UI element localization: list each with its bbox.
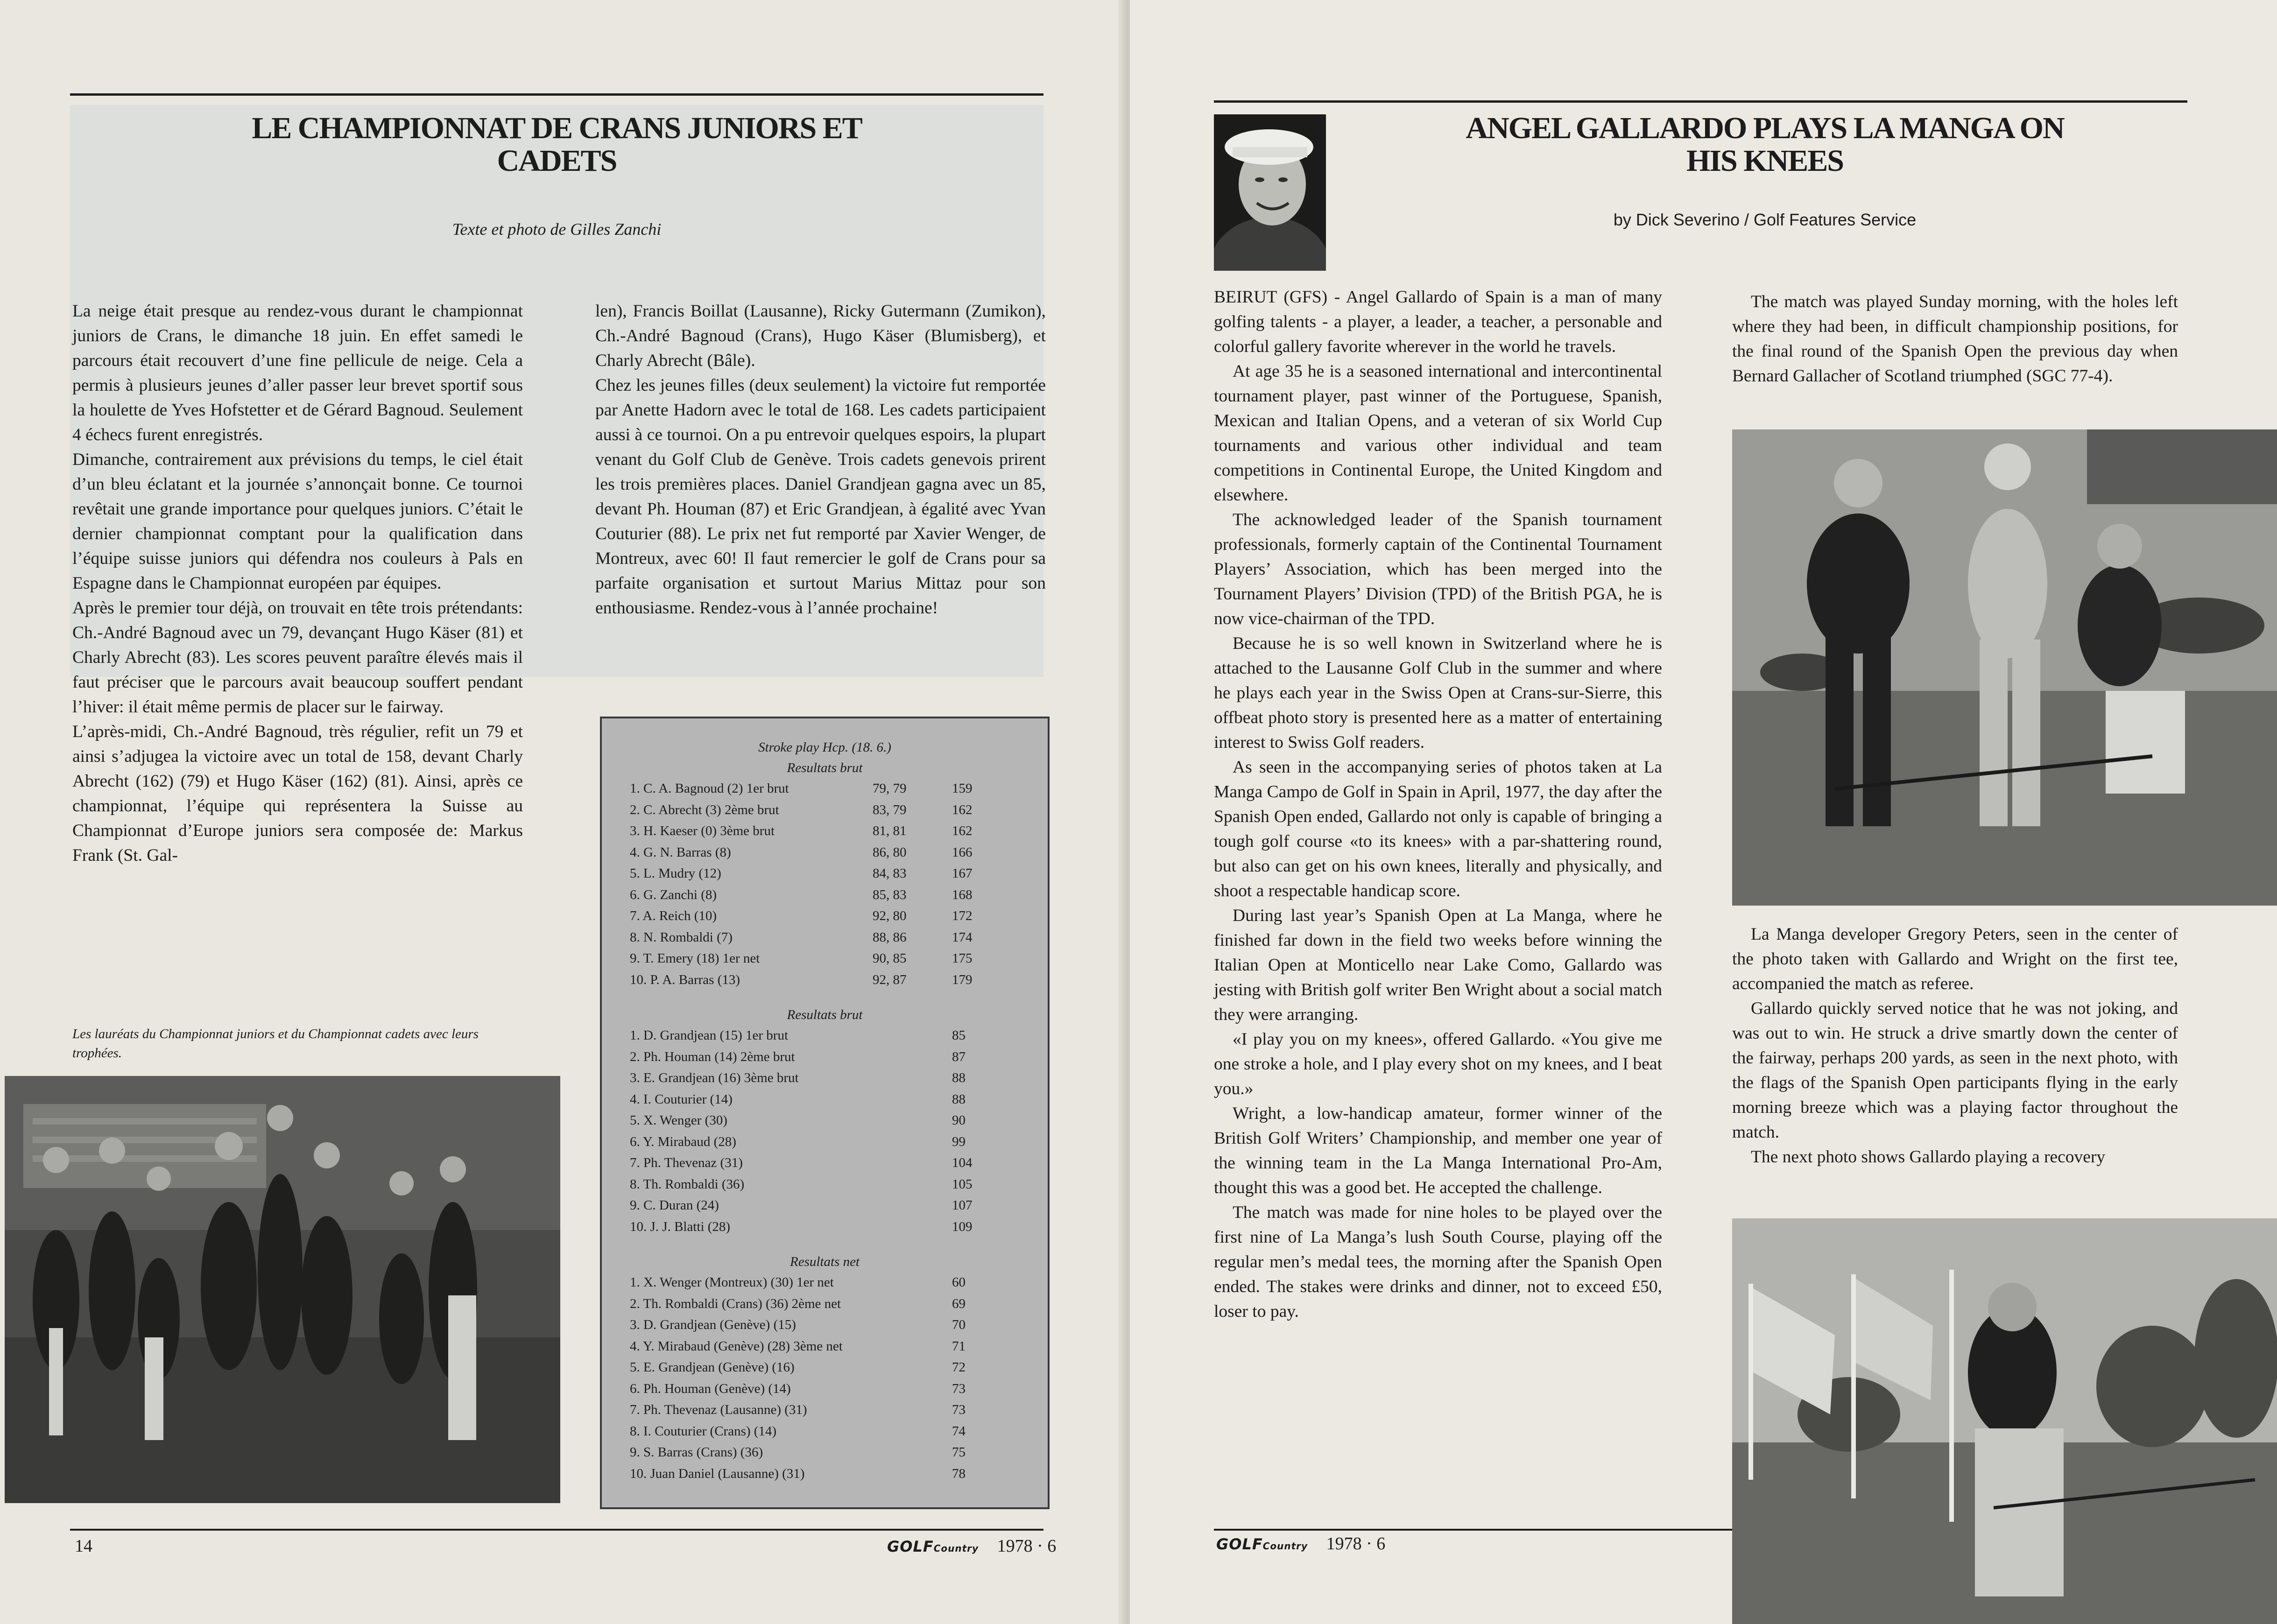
round-scores: 79, 79 (873, 781, 907, 796)
paragraph: During last year’s Spanish Open at La Manga, where he finished far down in the field two weeks before winning the Italian Open at Monticello near Lake Como, Gallardo was jesting with British golf writer Ben Wright about a social match they were arranging. (1214, 906, 1662, 1024)
paragraph: Dimanche, contrairement aux prévisions du temps, le ciel était d’un bleu éclatant et la journée s’annonçait bonne. Ce tournoi revêtait une grande importance pour quelques juniors. C’était le dernier championnat comptant pour la qualification dans l’équipe suisse juniors qui défendra nos couleurs à Pals en Espagne dans le Championnat européen par équipes. (72, 450, 523, 593)
results-row (602, 1294, 1048, 1315)
results-row (602, 1089, 1048, 1111)
text-column-2-top (1732, 289, 2178, 388)
total-score: 75 (952, 1445, 966, 1460)
results-row (602, 927, 1048, 949)
round-scores (873, 1025, 952, 1047)
total-score: 87 (952, 1049, 966, 1064)
player-name: 5. L. Mudry (12) (630, 866, 721, 881)
group-photo-illustration (5, 1076, 560, 1503)
golf-country-logo (887, 1538, 979, 1555)
round-scores (873, 1378, 952, 1400)
paragraph: Because he is so well known in Switzerland where he is attached to the Lausanne Golf Club in the summer and where he plays each year in the Swiss Open at Crans-sur-Sierre, this offbeat photo story is presented here as a matter of entertaining interest to Swiss Golf readers. (1214, 634, 1662, 752)
round-scores: 88, 86 (873, 929, 907, 945)
total-score: 74 (952, 1423, 966, 1439)
paragraph: L’après-midi, Ch.-André Bagnoud, très régulier, refit un 79 et ainsi s’adjugea la victoire avec un total de 158, devant Charly Abrecht (162) (79) et Hugo Käser (162) (81). Ainsi, après ce championnat, l’équipe qui représentera la Suisse au Championnat d’Europe juniors sera composée de: Markus Frank (St. Gal- (72, 722, 523, 865)
top-rule (1214, 100, 2187, 103)
player-name: 1. X. Wenger (Montreux) (30) 1er net (630, 1275, 834, 1290)
section-gap (602, 991, 1048, 1005)
round-scores: 86, 80 (873, 844, 907, 860)
player-name: 5. X. Wenger (30) (630, 1113, 727, 1128)
round-scores (873, 1132, 952, 1153)
player-name: 9. C. Duran (24) (630, 1198, 719, 1213)
player-name: 5. E. Grandjean (Genève) (16) (630, 1360, 795, 1375)
player-name: 10. J. J. Blatti (28) (630, 1219, 731, 1234)
results-row (602, 1272, 1048, 1294)
results-row (602, 1047, 1048, 1068)
total-score: 107 (952, 1198, 973, 1213)
player-name: 1. D. Grandjean (15) 1er brut (630, 1028, 789, 1043)
total-score: 88 (952, 1091, 966, 1107)
paragraph: Gallardo quickly served notice that he was not joking, and was out to win. He struck a drive smartly down the center of the fairway, perhaps 200 yards, as seen in the next photo, with the flags of the Spanish Open participants flying in the early morning breeze which was a playing factor throughout the match. (1732, 999, 2178, 1142)
total-score: 175 (952, 951, 973, 966)
round-scores (873, 1294, 952, 1315)
player-name: 10. P. A. Barras (13) (630, 972, 740, 987)
total-score: 172 (952, 908, 973, 923)
total-score: 70 (952, 1317, 966, 1332)
results-row (602, 1421, 1048, 1442)
total-score: 90 (952, 1113, 966, 1128)
round-scores (873, 1195, 952, 1216)
total-score: 69 (952, 1296, 966, 1311)
results-section-heading: Resultats brut (787, 1007, 863, 1022)
paragraph: The match was made for nine holes to be played over the first nine of La Manga’s lush South Course, playing off the regular men’s medal tees, the morning after the Spanish Open ended. The stakes were drinks and dinner, not to exceed £50, loser to pay. (1214, 1203, 1662, 1321)
paragraph: As seen in the accompanying series of photos taken at La Manga Campo de Golf in Spain in April, 1977, the day after the Spanish Open ended, Gallardo not only is capable of bringing a tough golf course «to its knees» with a par-shattering round, but also can get on his own knees, literally and physically, and shoot a respectable handicap score. (1214, 758, 1662, 900)
paragraph: BEIRUT (GFS) - Angel Gallardo of Spain is a man of many golfing talents - a player, a leader, a teacher, a personable and colorful gallery favorite wherever in the world he travels. (1214, 288, 1662, 356)
results-row (602, 1068, 1048, 1089)
round-scores (873, 1047, 952, 1068)
text-column-2 (595, 299, 1046, 620)
player-name: 1. C. A. Bagnoud (2) 1er brut (630, 781, 789, 796)
total-score: 166 (952, 844, 973, 860)
round-scores (873, 1174, 952, 1195)
player-name: 6. G. Zanchi (8) (630, 887, 717, 902)
round-scores: 90, 85 (873, 951, 907, 966)
round-scores: 81, 81 (873, 823, 907, 838)
portrait-illustration (1214, 114, 1326, 271)
player-name: 8. I. Couturier (Crans) (14) (630, 1423, 777, 1439)
results-row (602, 906, 1048, 927)
player-name: 9. T. Emery (18) 1er net (630, 951, 760, 966)
round-scores: 85, 83 (873, 887, 907, 902)
total-score: 162 (952, 802, 973, 817)
issue-date: 1978 · 6 (997, 1536, 1057, 1556)
logo-subtext: Country (1262, 1540, 1308, 1552)
results-table (600, 717, 1050, 1509)
paragraph: At age 35 he is a seasoned international and intercontinental tournament player, past winner of the Portuguese, Spanish, Mexican and Italian Opens, and a veteran of six World Cup tournaments and various other individual and team competitions in Continental Europe, the United Kingdom and elsewhere. (1214, 362, 1662, 505)
results-title: Stroke play Hcp. (18. 6.) (758, 740, 891, 755)
juniors-team-photo (5, 1076, 560, 1503)
round-scores: 92, 80 (873, 908, 907, 923)
first-tee-photo (1732, 429, 2277, 906)
bottom-rule (70, 1529, 1043, 1531)
article-headline: ANGEL GALLARDO PLAYS LA MANGA ON HIS KNEES (1466, 111, 2064, 178)
article-byline: Texte et photo de Gilles Zanchi (452, 220, 662, 239)
round-scores (873, 1110, 952, 1132)
player-name: 8. Th. Rombaldi (36) (630, 1176, 745, 1192)
results-row (602, 778, 1048, 800)
paragraph: «I play you on my knees», offered Gallardo. «You give me one stroke a hole, and I play every shot on my knees, and I beat you.» (1214, 1030, 1662, 1098)
results-row (602, 885, 1048, 906)
paragraph: len), Francis Boillat (Lausanne), Ricky Gutermann (Zumikon), Ch.-André Bagnoud (Crans), Hugo Käser (Blumisberg), et Charly Abrecht (Bâle). (595, 302, 1046, 370)
results-row (602, 1378, 1048, 1400)
bottom-rule (1214, 1529, 1732, 1531)
total-score: 105 (952, 1176, 973, 1192)
results-section-heading: Resultats brut (787, 760, 863, 775)
total-score: 167 (952, 866, 973, 881)
logo-text: GOLF (887, 1538, 934, 1555)
footer-masthead (1216, 1533, 1385, 1554)
results-row (602, 1442, 1048, 1463)
results-row (602, 948, 1048, 970)
article-byline: by Dick Severino / Golf Features Service (1613, 210, 1917, 229)
round-scores (873, 1315, 952, 1336)
text-column-1 (72, 299, 523, 868)
paragraph: Chez les jeunes filles (deux seulement) la victoire fut remportée par Anette Hadorn avec le total de 168. Les cadets participaient aussi à ce tournoi. On a pu entrevoir quelques espoirs, la plupart venant du Golf Club de Genève. Trois cadets genevois prirent les trois premières places. Daniel Grandjean gagna avec un 85, devant Ph. Houman (87) et Eric Grandjean, à égalité avec Yvan Couturier (88). Le prix net fut remporté par Xavier Wenger, de Montreux, avec 60! Il faut remercier le golf de Crans pour sa parfaite organisation et surtout Marius Mittaz pour son enthousiasme. Rendez-vous à l’année prochaine! (595, 376, 1046, 618)
total-score: 168 (952, 887, 973, 902)
round-scores (873, 1068, 952, 1089)
round-scores (873, 1336, 952, 1357)
page-number: 14 (75, 1536, 92, 1556)
author-portrait (1214, 114, 1326, 271)
total-score: 179 (952, 972, 973, 987)
results-row (602, 842, 1048, 864)
results-row (602, 1399, 1048, 1421)
paragraph: Wright, a low-handicap amateur, former winner of the British Golf Writers’ Championship, and member one year of the winning team in the La Manga International Pro-Am, thought this was a good bet. He accepted the challenge. (1214, 1104, 1662, 1197)
paragraph: Après le premier tour déjà, on trouvait en tête trois prétendants: Ch.-André Bagnoud avec un 79, devançant Hugo Käser (81) et Charly Abrecht (83). Les scores peuvent paraître élevés mais il faut préciser que le parcours avait beaucoup souffert pendant l’hiver: il était même permis de placer sur le fairway. (72, 598, 523, 717)
player-name: 8. N. Rombaldi (7) (630, 929, 733, 945)
results-row (602, 1110, 1048, 1132)
total-score: 73 (952, 1402, 966, 1417)
round-scores (873, 1357, 952, 1378)
results-row (602, 1463, 1048, 1485)
right-page (1130, 0, 2277, 1624)
logo-text: GOLF (1216, 1535, 1263, 1553)
drive-photo (1732, 1218, 2277, 1624)
golf-country-logo (1216, 1535, 1308, 1553)
player-name: 10. Juan Daniel (Lausanne) (31) (630, 1466, 805, 1481)
left-page (0, 0, 1123, 1624)
total-score: 162 (952, 823, 973, 838)
player-name: 3. D. Grandjean (Genève) (15) (630, 1317, 796, 1332)
total-score: 85 (952, 1028, 966, 1043)
results-row (602, 863, 1048, 885)
round-scores (873, 1399, 952, 1421)
total-score: 60 (952, 1275, 966, 1290)
total-score: 159 (952, 781, 973, 796)
results-row (602, 1195, 1048, 1216)
total-score: 88 (952, 1070, 966, 1085)
paragraph: The acknowledged leader of the Spanish tournament professionals, formerly captain of the Continental Tournament Players’ Association, which has been merged into the Tournament Players’ Division (TPD) of the British PGA, he is now vice-chairman of the TPD. (1214, 510, 1662, 628)
total-score: 99 (952, 1134, 966, 1149)
player-name: 2. C. Abrecht (3) 2ème brut (630, 802, 779, 817)
player-name: 3. H. Kaeser (0) 3ème brut (630, 823, 775, 838)
round-scores (873, 1421, 952, 1442)
total-score: 71 (952, 1338, 966, 1354)
player-name: 4. G. N. Barras (8) (630, 844, 731, 860)
logo-subtext: Country (933, 1543, 979, 1554)
top-rule (70, 93, 1043, 96)
player-name: 9. S. Barras (Crans) (36) (630, 1445, 763, 1460)
total-score: 174 (952, 929, 973, 945)
player-name: 3. E. Grandjean (16) 3ème brut (630, 1070, 799, 1085)
results-row (602, 821, 1048, 842)
paragraph: The match was played Sunday morning, with the holes left where they had been, in difficult championship positions, for the final round of the Spanish Open the previous day when Bernard Gallacher of Scotland triumphed (SGC 77-4). (1732, 292, 2178, 386)
paragraph: La neige était presque au rendez-vous durant le championnat juniors de Crans, le dimanche 18 juin. En effet samedi le parcours était recouvert d’une fine pellicule de neige. Cela a permis à plusieurs jeunes d’aller passer leur brevet sportif sous la houlette de Yves Hofstetter et de Gérard Bagnoud. Seulement 4 échecs furent enregistrés. (72, 302, 523, 444)
results-row (602, 800, 1048, 821)
results-row (602, 1174, 1048, 1195)
results-row (602, 1153, 1048, 1174)
player-name: 6. Y. Mirabaud (28) (630, 1134, 736, 1149)
photo-caption: Les lauréats du Championnat juniors et du Championnat cadets avec leurs trophées. (72, 1026, 479, 1061)
round-scores: 83, 79 (873, 802, 907, 817)
round-scores: 84, 83 (873, 866, 907, 881)
section-gap (602, 1237, 1048, 1251)
footer-masthead (887, 1536, 1056, 1556)
paragraph: La Manga developer Gregory Peters, seen in the center of the photo taken with Gallardo and Wright on the first tee, accompanied the match as referee. (1732, 925, 2178, 993)
total-score: 73 (952, 1381, 966, 1396)
results-row (602, 970, 1048, 991)
player-name: 2. Th. Rombaldi (Crans) (36) 2ème net (630, 1296, 841, 1311)
results-row (602, 1132, 1048, 1153)
round-scores (873, 1216, 952, 1238)
results-row (602, 1315, 1048, 1336)
player-name: 7. Ph. Thevenaz (31) (630, 1155, 743, 1170)
golfer-kneeling-illustration (1732, 1218, 2277, 1624)
round-scores (873, 1442, 952, 1463)
player-name: 6. Ph. Houman (Genève) (14) (630, 1381, 791, 1396)
results-row (602, 1216, 1048, 1238)
player-name: 7. Ph. Thevenaz (Lausanne) (31) (630, 1402, 807, 1417)
text-column-2-mid (1732, 922, 2178, 1169)
issue-date: 1978 · 6 (1326, 1534, 1386, 1554)
round-scores (873, 1463, 952, 1485)
round-scores (873, 1089, 952, 1111)
player-name: 2. Ph. Houman (14) 2ème brut (630, 1049, 795, 1064)
player-name: 4. I. Couturier (14) (630, 1091, 733, 1107)
article-headline: LE CHAMPIONNAT DE CRANS JUNIORS ET CADETS (252, 111, 862, 178)
total-score: 72 (952, 1360, 966, 1375)
paragraph: The next photo shows Gallardo playing a recovery (1751, 1147, 2106, 1167)
player-name: 4. Y. Mirabaud (Genève) (28) 3ème net (630, 1338, 843, 1354)
total-score: 109 (952, 1219, 973, 1234)
round-scores: 92, 87 (873, 972, 907, 987)
total-score: 78 (952, 1466, 966, 1481)
text-column-1 (1214, 285, 1662, 1324)
round-scores (873, 1153, 952, 1174)
three-men-illustration (1732, 429, 2277, 906)
round-scores (873, 1272, 952, 1294)
results-body (602, 758, 1048, 1484)
player-name: 7. A. Reich (10) (630, 908, 717, 923)
results-row (602, 1336, 1048, 1357)
results-row (602, 1025, 1048, 1047)
total-score: 104 (952, 1155, 973, 1170)
results-section-heading: Resultats net (790, 1254, 860, 1269)
results-row (602, 1357, 1048, 1378)
